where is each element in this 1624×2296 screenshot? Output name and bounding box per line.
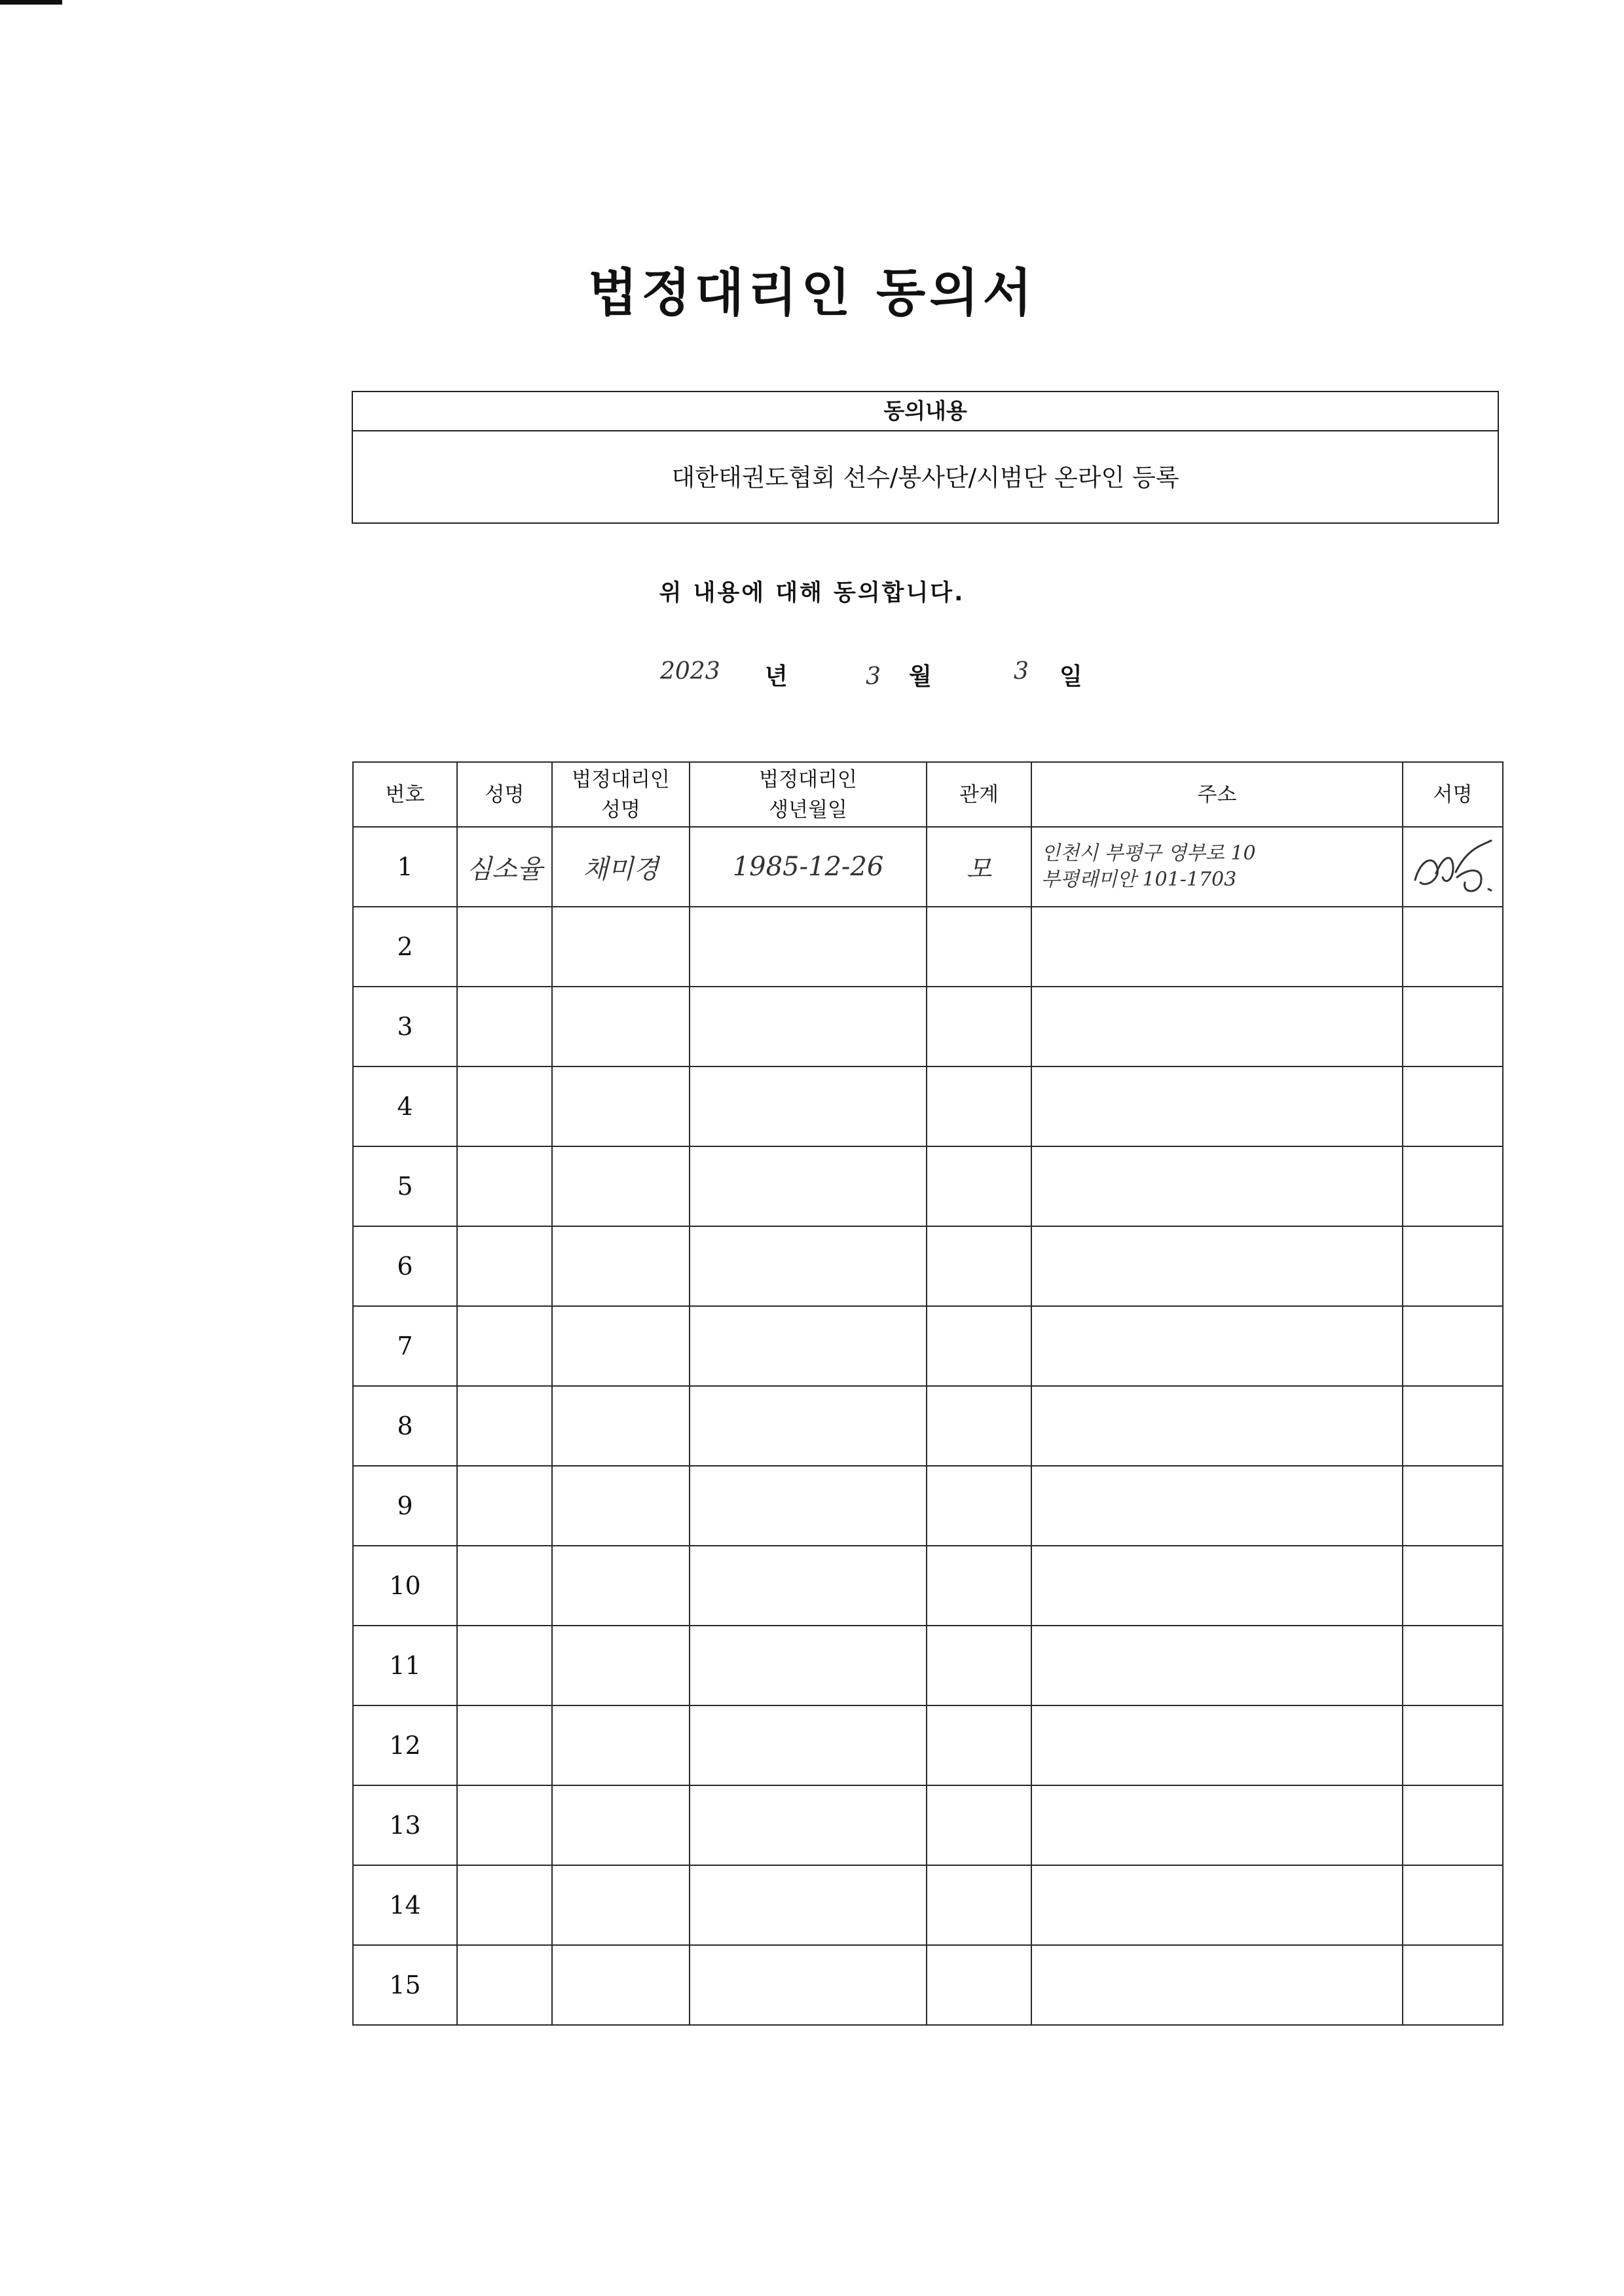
header-guardian-birth-line1: 법정대리인 [759, 767, 857, 792]
row-guardian-birth [690, 1146, 927, 1226]
row-guardian-name [552, 1306, 690, 1386]
row-guardian-name: 채미경 [552, 827, 690, 907]
table-row [353, 1865, 1503, 1945]
row-address [1031, 1785, 1403, 1865]
row-relation [927, 907, 1031, 987]
row-signature [1403, 1306, 1503, 1386]
row-guardian-name [552, 1705, 690, 1785]
row-address [1031, 1705, 1403, 1785]
table-row [353, 1626, 1503, 1705]
header-guardian-name [552, 762, 690, 827]
row-signature [1403, 907, 1503, 987]
row-number: 12 [353, 1705, 457, 1785]
row-guardian-birth [690, 1226, 927, 1306]
row-guardian-birth [690, 1865, 927, 1945]
row-number: 11 [353, 1626, 457, 1705]
date-day-value: 3 [1014, 658, 1029, 685]
row-guardian-name [552, 1785, 690, 1865]
row-relation [927, 1386, 1031, 1466]
row-guardian-birth [690, 1945, 927, 2025]
row-address [1031, 907, 1403, 987]
header-no: 번호 [353, 762, 457, 827]
row-signature [1403, 1466, 1503, 1546]
row-relation [927, 987, 1031, 1066]
row-guardian-name [552, 1386, 690, 1466]
row-number: 3 [353, 987, 457, 1066]
row-relation [927, 1865, 1031, 1945]
row-guardian-name [552, 1626, 690, 1705]
row-guardian-birth [690, 1546, 927, 1626]
row-address [1031, 1626, 1403, 1705]
consent-content-box [352, 391, 1499, 524]
row-number: 5 [353, 1146, 457, 1226]
table-row [353, 1386, 1503, 1466]
row-guardian-name [552, 907, 690, 987]
row-number: 15 [353, 1945, 457, 2025]
row-address [1031, 987, 1403, 1066]
row-name [457, 1066, 552, 1146]
table-row [353, 1226, 1503, 1306]
document-title: 법정대리인 동의서 [588, 264, 1036, 323]
consent-header: 동의내용 [353, 392, 1498, 431]
row-address [1031, 1066, 1403, 1146]
table-row [353, 987, 1503, 1066]
row-signature [1403, 1705, 1503, 1785]
row-address-line2: 부평래미안 101-1703 [1041, 868, 1237, 891]
row-guardian-birth [690, 1785, 927, 1865]
row-relation [927, 1306, 1031, 1386]
row-relation [927, 1945, 1031, 2025]
row-guardian-birth [690, 1306, 927, 1386]
row-number: 13 [353, 1785, 457, 1865]
guardian-consent-table [352, 761, 1504, 2026]
date-line [0, 658, 1624, 697]
row-name [457, 1306, 552, 1386]
table-row [353, 1306, 1503, 1386]
header-guardian-birth [690, 762, 927, 827]
row-name [457, 1546, 552, 1626]
row-number: 4 [353, 1066, 457, 1146]
header-address: 주소 [1031, 762, 1403, 827]
handwritten-signature [1407, 834, 1499, 900]
row-number: 7 [353, 1306, 457, 1386]
row-guardian-name [552, 987, 690, 1066]
row-relation [927, 1226, 1031, 1306]
row-guardian-name [552, 1865, 690, 1945]
row-address [1031, 1386, 1403, 1466]
row-guardian-name [552, 1146, 690, 1226]
row-number: 2 [353, 907, 457, 987]
row-guardian-birth [690, 907, 927, 987]
row-signature [1403, 1066, 1503, 1146]
agree-statement: 위 내용에 대해 동의합니다. [659, 580, 965, 606]
row-signature [1403, 987, 1503, 1066]
row-number: 8 [353, 1386, 457, 1466]
row-name [457, 1705, 552, 1785]
row-relation [927, 1626, 1031, 1705]
row-name [457, 1386, 552, 1466]
scan-corner-mark [0, 0, 62, 5]
table-row [353, 1546, 1503, 1626]
date-month-value: 3 [866, 663, 881, 690]
row-address [1031, 1945, 1403, 2025]
row-signature [1403, 1785, 1503, 1865]
row-number: 14 [353, 1865, 457, 1945]
table-row [353, 1466, 1503, 1546]
row-address [1031, 1146, 1403, 1226]
row-signature [1403, 1546, 1503, 1626]
row-name: 심소율 [457, 827, 552, 907]
row-number: 6 [353, 1226, 457, 1306]
header-guardian-name-line1: 법정대리인 [572, 767, 670, 792]
row-guardian-name [552, 1945, 690, 2025]
table-row [353, 907, 1503, 987]
row-relation [927, 1705, 1031, 1785]
row-signature [1403, 1386, 1503, 1466]
row-signature [1403, 1865, 1503, 1945]
row-guardian-name [552, 1066, 690, 1146]
row-guardian-birth [690, 987, 927, 1066]
row-address [1031, 1466, 1403, 1546]
row-number: 9 [353, 1466, 457, 1546]
row-address [1031, 1226, 1403, 1306]
row-name [457, 1865, 552, 1945]
row-guardian-birth [690, 1066, 927, 1146]
row-guardian-birth [690, 1626, 927, 1705]
row-relation [927, 1546, 1031, 1626]
row-signature [1403, 1626, 1503, 1705]
date-year-value: 2023 [660, 658, 720, 685]
table-row [353, 1066, 1503, 1146]
row-name [457, 1226, 552, 1306]
row-guardian-name [552, 1546, 690, 1626]
header-guardian-birth-line2: 생년월일 [769, 797, 847, 822]
row-name [457, 1146, 552, 1226]
table-header-row [353, 762, 1503, 827]
row-relation: 모 [927, 827, 1031, 907]
table-row [353, 827, 1503, 907]
row-signature [1403, 1945, 1503, 2025]
header-signature: 서명 [1403, 762, 1503, 827]
row-name [457, 907, 552, 987]
row-address [1031, 827, 1403, 907]
table-row [353, 1705, 1503, 1785]
date-month-unit: 월 [909, 663, 932, 690]
row-relation [927, 1146, 1031, 1226]
table-row [353, 1945, 1503, 2025]
row-name [457, 1945, 552, 2025]
row-address-line1: 인천시 부평구 영부로 10 [1041, 842, 1256, 865]
row-guardian-birth [690, 1705, 927, 1785]
row-guardian-birth [690, 1386, 927, 1466]
table-row [353, 1146, 1503, 1226]
row-number: 10 [353, 1546, 457, 1626]
consent-body: 대한태권도협회 선수/봉사단/시범단 온라인 등록 [671, 464, 1179, 492]
row-address [1031, 1306, 1403, 1386]
table-row [353, 1785, 1503, 1865]
row-guardian-name [552, 1226, 690, 1306]
row-guardian-birth: 1985-12-26 [690, 827, 927, 907]
row-signature [1403, 1146, 1503, 1226]
header-name: 성명 [457, 762, 552, 827]
row-relation [927, 1066, 1031, 1146]
row-address [1031, 1865, 1403, 1945]
row-name [457, 1466, 552, 1546]
row-signature [1403, 1226, 1503, 1306]
row-address [1031, 1546, 1403, 1626]
row-relation [927, 1785, 1031, 1865]
row-signature [1403, 827, 1503, 907]
row-number: 1 [353, 827, 457, 907]
row-name [457, 987, 552, 1066]
header-relation: 관계 [927, 762, 1031, 827]
date-day-unit: 일 [1060, 663, 1082, 690]
date-year-unit: 년 [765, 663, 788, 690]
row-name [457, 1626, 552, 1705]
row-name [457, 1785, 552, 1865]
row-relation [927, 1466, 1031, 1546]
header-guardian-name-line2: 성명 [601, 797, 640, 822]
row-guardian-birth [690, 1466, 927, 1546]
row-guardian-name [552, 1466, 690, 1546]
